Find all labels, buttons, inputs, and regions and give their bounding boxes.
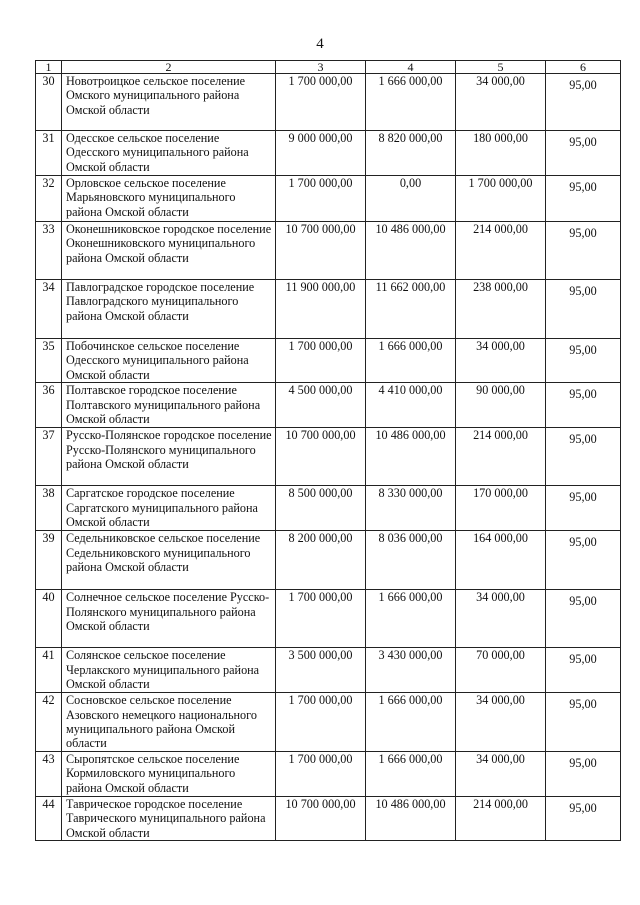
column-4-cell: 1 666 000,00 [366, 339, 456, 383]
table-row [36, 751, 621, 796]
page-number: 4 [316, 36, 324, 52]
settlement-name-cell: Одесское сельское поселение Одесского муниципального района Омской области [62, 131, 276, 176]
column-5-cell: 164 000,00 [456, 531, 546, 590]
column-3-cell: 1 700 000,00 [276, 693, 366, 752]
column-5-cell: 214 000,00 [456, 428, 546, 486]
row-number-cell: 37 [36, 428, 62, 486]
column-5-cell: 170 000,00 [456, 486, 546, 531]
column-3-cell: 1 700 000,00 [276, 590, 366, 648]
column-6-cell: 95,00 [546, 796, 621, 840]
column-6-cell: 95,00 [546, 131, 621, 176]
column-6-cell: 95,00 [546, 339, 621, 383]
column-5-cell: 1 700 000,00 [456, 176, 546, 222]
settlement-name-cell: Побочинское сельское поселение Одесского муниципального района Омской области [62, 339, 276, 383]
column-3-cell: 3 500 000,00 [276, 648, 366, 693]
table-row [36, 176, 621, 222]
column-4-cell: 1 666 000,00 [366, 751, 456, 796]
column-4-cell: 8 036 000,00 [366, 531, 456, 590]
column-4-cell: 3 430 000,00 [366, 648, 456, 693]
column-3-cell: 11 900 000,00 [276, 280, 366, 339]
row-number-cell: 41 [36, 648, 62, 693]
column-4-cell: 1 666 000,00 [366, 74, 456, 131]
column-5-cell: 70 000,00 [456, 648, 546, 693]
column-4-cell: 8 820 000,00 [366, 131, 456, 176]
column-5-cell: 34 000,00 [456, 590, 546, 648]
row-number-cell: 40 [36, 590, 62, 648]
column-4-cell: 1 666 000,00 [366, 693, 456, 752]
column-6-cell: 95,00 [546, 383, 621, 428]
settlement-name-cell: Саргатское городское поселение Саргатского муниципального района Омской области [62, 486, 276, 531]
column-6-cell: 95,00 [546, 176, 621, 222]
column-3-cell: 8 200 000,00 [276, 531, 366, 590]
column-6-cell: 95,00 [546, 222, 621, 280]
column-5-cell: 180 000,00 [456, 131, 546, 176]
column-5-cell: 90 000,00 [456, 383, 546, 428]
column-6-cell: 95,00 [546, 590, 621, 648]
column-4-cell: 11 662 000,00 [366, 280, 456, 339]
column-6-cell: 95,00 [546, 486, 621, 531]
column-3-cell: 10 700 000,00 [276, 796, 366, 840]
column-5-cell: 214 000,00 [456, 222, 546, 280]
column-header: 3 [276, 61, 366, 74]
column-3-cell: 1 700 000,00 [276, 74, 366, 131]
row-number-cell: 44 [36, 796, 62, 840]
settlement-name-cell: Солянское сельское поселение Черлакского муниципального района Омской области [62, 648, 276, 693]
table-row [36, 383, 621, 428]
settlement-name-cell: Сыропятское сельское поселение Кормиловского муниципального района Омской области [62, 751, 276, 796]
column-4-cell: 10 486 000,00 [366, 428, 456, 486]
column-5-cell: 34 000,00 [456, 693, 546, 752]
column-4-cell: 10 486 000,00 [366, 796, 456, 840]
settlement-name-cell: Солнечное сельское поселение Русско-Полянского муниципального района Омской области [62, 590, 276, 648]
row-number-cell: 30 [36, 74, 62, 131]
settlement-name-cell: Оконешниковское городское поселение Оконешниковского муниципального района Омской области [62, 222, 276, 280]
row-number-cell: 34 [36, 280, 62, 339]
column-header: 1 [36, 61, 62, 74]
column-5-cell: 34 000,00 [456, 339, 546, 383]
column-6-cell: 95,00 [546, 531, 621, 590]
table-row [36, 796, 621, 840]
column-header: 5 [456, 61, 546, 74]
column-4-cell: 1 666 000,00 [366, 590, 456, 648]
table-row [36, 222, 621, 280]
column-5-cell: 34 000,00 [456, 751, 546, 796]
column-header: 2 [62, 61, 276, 74]
column-3-cell: 1 700 000,00 [276, 176, 366, 222]
settlement-name-cell: Седельниковское сельское поселение Седельниковского муниципального района Омской области [62, 531, 276, 590]
table-row [36, 590, 621, 648]
settlement-name-cell: Полтавское городское поселение Полтавского муниципального района Омской области [62, 383, 276, 428]
column-4-cell: 8 330 000,00 [366, 486, 456, 531]
column-5-cell: 214 000,00 [456, 796, 546, 840]
table-row [36, 531, 621, 590]
column-header: 6 [546, 61, 621, 74]
column-5-cell: 238 000,00 [456, 280, 546, 339]
column-4-cell: 10 486 000,00 [366, 222, 456, 280]
settlement-name-cell: Русско-Полянское городское поселение Русско-Полянского муниципального района Омской области [62, 428, 276, 486]
table-row [36, 428, 621, 486]
settlement-name-cell: Новотроицкое сельское поселение Омского муниципального района Омской области [62, 74, 276, 131]
row-number-cell: 43 [36, 751, 62, 796]
table-row [36, 648, 621, 693]
table-row [36, 339, 621, 383]
column-6-cell: 95,00 [546, 428, 621, 486]
settlement-name-cell: Павлоградское городское поселение Павлоградского муниципального района Омской области [62, 280, 276, 339]
column-3-cell: 1 700 000,00 [276, 751, 366, 796]
settlement-name-cell: Орловское сельское поселение Марьяновского муниципального района Омской области [62, 176, 276, 222]
column-6-cell: 95,00 [546, 74, 621, 131]
row-number-cell: 38 [36, 486, 62, 531]
row-number-cell: 36 [36, 383, 62, 428]
column-3-cell: 10 700 000,00 [276, 222, 366, 280]
row-number-cell: 39 [36, 531, 62, 590]
column-3-cell: 1 700 000,00 [276, 339, 366, 383]
column-4-cell: 4 410 000,00 [366, 383, 456, 428]
column-3-cell: 4 500 000,00 [276, 383, 366, 428]
table-row [36, 280, 621, 339]
column-4-cell: 0,00 [366, 176, 456, 222]
allocation-table [35, 60, 621, 841]
header-row [36, 61, 621, 74]
column-6-cell: 95,00 [546, 648, 621, 693]
column-header: 4 [366, 61, 456, 74]
row-number-cell: 31 [36, 131, 62, 176]
row-number-cell: 33 [36, 222, 62, 280]
row-number-cell: 32 [36, 176, 62, 222]
column-6-cell: 95,00 [546, 751, 621, 796]
table-row [36, 486, 621, 531]
table-row [36, 74, 621, 131]
column-3-cell: 9 000 000,00 [276, 131, 366, 176]
column-3-cell: 8 500 000,00 [276, 486, 366, 531]
settlement-name-cell: Таврическое городское поселение Таврического муниципального района Омской области [62, 796, 276, 840]
row-number-cell: 42 [36, 693, 62, 752]
table-row [36, 693, 621, 752]
settlement-name-cell: Сосновское сельское поселение Азовского немецкого национального муниципального района Омской области [62, 693, 276, 752]
column-5-cell: 34 000,00 [456, 74, 546, 131]
column-6-cell: 95,00 [546, 693, 621, 752]
column-3-cell: 10 700 000,00 [276, 428, 366, 486]
row-number-cell: 35 [36, 339, 62, 383]
column-6-cell: 95,00 [546, 280, 621, 339]
table-row [36, 131, 621, 176]
